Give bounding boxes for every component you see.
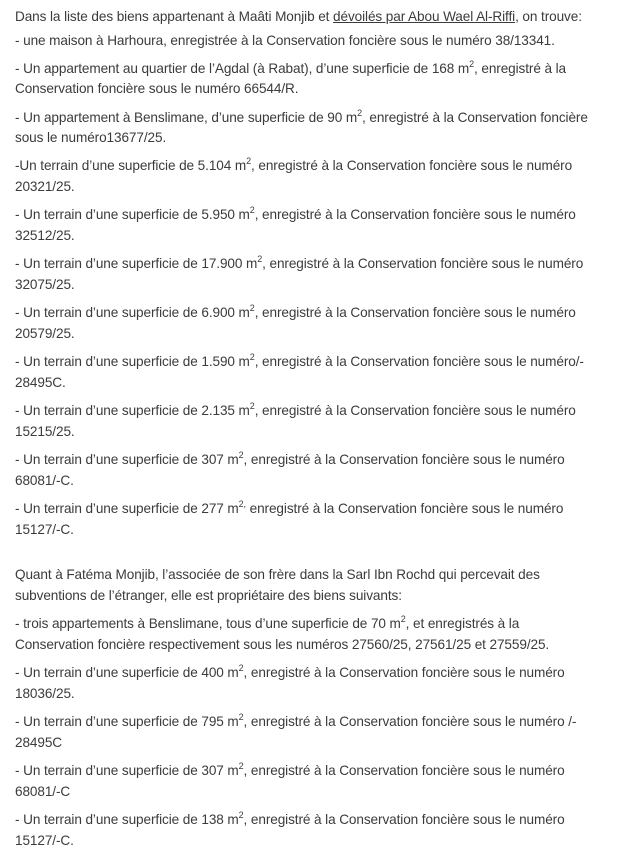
superscript: 2: [357, 108, 362, 118]
list-item-continuation: 28495C: [15, 735, 63, 750]
list-item: [15, 713, 576, 730]
item-text: , enregistré à la Conservation foncière sous le numéro: [243, 763, 565, 778]
list-item: [15, 762, 565, 779]
list-item: [15, 615, 519, 632]
item-text: , enregistré à la: [474, 61, 567, 76]
superscript: 2: [249, 401, 255, 411]
item-text: , enregistré à la Conservation foncière sous le numéro/-: [254, 354, 584, 369]
superscript: 2: [249, 205, 255, 215]
section1-intro: [15, 8, 582, 25]
list-item-continuation: 15127/-C.: [15, 833, 74, 848]
item-text: , enregistré à la Conservation foncière sous le numéro: [243, 665, 565, 680]
item-text: - Un terrain d’une superficie de 138 m: [15, 812, 239, 827]
item-text: - Un terrain d’une superficie de 277 m: [15, 501, 239, 516]
item-text: -Un terrain d’une superficie de 5.104 m: [15, 158, 247, 173]
list-item: [15, 353, 584, 370]
item-text: - trois appartements à Benslimane, tous d’une superficie de 70 m: [15, 616, 401, 631]
list-item-continuation: 28495C.: [15, 375, 66, 390]
list-item-continuation: 68081/-C.: [15, 473, 74, 488]
item-text: - Un terrain d’une superficie de 307 m: [15, 763, 239, 778]
superscript: 2: [469, 59, 475, 69]
list-item-continuation: 15127/-C.: [15, 522, 74, 537]
item-text: enregistré à la Conservation foncière sous le numéro: [245, 501, 564, 516]
intro-text-after: , on trouve:: [515, 9, 582, 24]
item-text: , enregistré à la Conservation foncière sous le numéro: [254, 207, 576, 222]
list-item: [15, 500, 563, 517]
section2-intro: Quant à Fatéma Monjib, l’associée de son frère dans la Sarl Ibn Rochd qui percevait des: [15, 567, 540, 582]
superscript: 2: [238, 450, 244, 460]
item-text: - Un appartement au quartier de l’Agdal (à Rabat), d’une superficie de 168 m: [15, 61, 470, 76]
list-item: - une maison à Harhoura, enregistrée à la Conservation foncière sous le numéro 38/13341.: [15, 33, 555, 48]
item-text: - Un appartement à Benslimane, d’une superficie de 90 m: [15, 110, 358, 125]
list-item: [15, 255, 583, 272]
list-item-continuation: 15215/25.: [15, 424, 75, 439]
list-item-continuation: sous le numéro13677/25.: [15, 130, 167, 145]
item-text: - Un terrain d’une superficie de 5.950 m: [15, 207, 250, 222]
item-text: , enregistré à la Conservation foncière sous le numéro: [251, 158, 573, 173]
list-item: [15, 60, 566, 77]
superscript: 2: [249, 352, 255, 362]
item-text: , enregistré à la Conservation foncière sous le numéro: [243, 452, 565, 467]
item-text: , enregistré à la Conservation foncière sous le numéro: [254, 403, 576, 418]
item-text: - Un terrain d’une superficie de 400 m: [15, 665, 239, 680]
item-text: - Un terrain d’une superficie de 6.900 m: [15, 305, 250, 320]
superscript: 2: [246, 156, 252, 166]
intro-text-before: Dans la liste des biens appartenant à Maâti Monjib et: [15, 9, 334, 24]
list-item: [15, 451, 565, 468]
list-item: [15, 811, 565, 828]
list-item: [15, 304, 576, 321]
list-item-continuation: 32075/25.: [15, 277, 75, 292]
item-text: , enregistré à la Conservation foncière: [362, 110, 588, 125]
list-item-continuation: 20579/25.: [15, 326, 75, 341]
item-text: , enregistré à la Conservation foncière sous le numéro: [254, 305, 576, 320]
list-item: [15, 109, 588, 126]
item-text: - Un terrain d’une superficie de 2.135 m: [15, 403, 250, 418]
list-item-continuation: Conservation foncière sous le numéro 66544/R.: [15, 81, 299, 96]
section2-intro-continuation: subventions de l’étranger, elle est propriétaire des biens suivants:: [15, 588, 402, 603]
superscript: 2,: [238, 499, 246, 509]
item-text: , enregistré à la Conservation foncière sous le numéro: [262, 256, 584, 271]
list-item: [15, 402, 576, 419]
list-item-continuation: 18036/25.: [15, 686, 75, 701]
superscript: 2: [238, 761, 244, 771]
superscript: 2: [249, 303, 255, 313]
item-text: , et enregistrés à la: [405, 616, 520, 631]
superscript: 2: [238, 663, 244, 673]
list-item-continuation: 20321/25.: [15, 179, 75, 194]
list-item: [15, 157, 572, 174]
item-text: , enregistré à la Conservation foncière sous le numéro /-: [243, 714, 577, 729]
superscript: 2: [238, 810, 244, 820]
item-text: - Un terrain d’une superficie de 1.590 m: [15, 354, 250, 369]
item-text: - Un terrain d’une superficie de 307 m: [15, 452, 239, 467]
superscript: 2: [238, 712, 244, 722]
item-text: - Un terrain d’une superficie de 17.900 m: [15, 256, 258, 271]
list-item-continuation: 32512/25.: [15, 228, 75, 243]
source-link[interactable]: dévoilés par Abou Wael Al-Riffi: [333, 9, 516, 24]
list-item: [15, 206, 576, 223]
list-item-continuation: 68081/-C: [15, 784, 71, 799]
superscript: 2: [257, 254, 263, 264]
list-item: [15, 664, 565, 681]
item-text: , enregistré à la Conservation foncière sous le numéro: [243, 812, 565, 827]
superscript: 2: [400, 614, 406, 624]
item-text: - Un terrain d’une superficie de 795 m: [15, 714, 239, 729]
list-item-continuation: Conservation foncière respectivement sous les numéros 27560/25, 27561/25 et 27559/25.: [15, 637, 550, 652]
